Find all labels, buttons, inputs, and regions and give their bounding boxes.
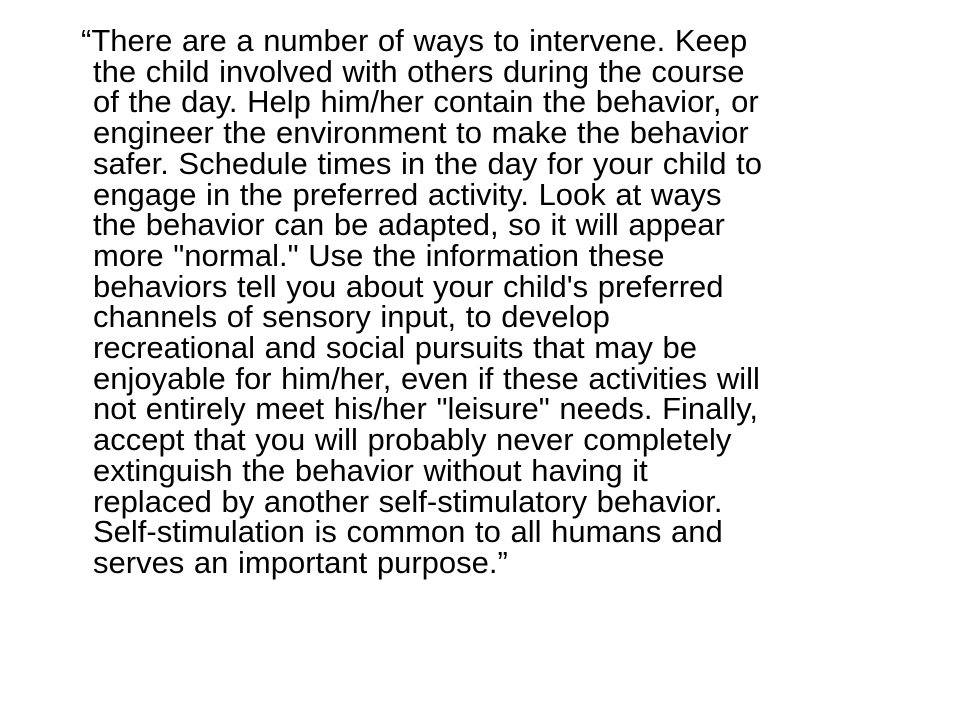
quote-line: the child involved with others during the course [93, 53, 745, 89]
quote-line: accept that you will probably never completely [93, 422, 732, 458]
quote-line: behaviors tell you about your child's preferred [93, 268, 724, 304]
quote-line: of the day. Help him/her contain the behavior, or [93, 84, 759, 120]
quote-text [81, 23, 923, 580]
quote-line: more "normal." Use the information these [93, 237, 665, 273]
quote-line: the behavior can be adapted, so it will appear [93, 207, 725, 243]
quote-line: “There are a number of ways to intervene. Keep [81, 23, 748, 58]
quote-line: channels of sensory input, to develop [93, 299, 610, 335]
quote-line: engage in the preferred activity. Look at ways [93, 176, 722, 212]
quote-line: not entirely meet his/her "leisure" needs. Finally, [93, 391, 758, 427]
quote-line: extinguish the behavior without having it [93, 452, 648, 488]
quote-line: serves an important purpose.” [93, 544, 508, 580]
quote-line: safer. Schedule times in the day for your child to [93, 145, 762, 181]
quote-line: replaced by another self-stimulatory behavior. [93, 483, 723, 519]
quote-line: Self-stimulation is common to all humans and [93, 514, 723, 550]
quote-line: engineer the environment to make the behavior [93, 115, 749, 151]
quote-line: recreational and social pursuits that may be [93, 330, 697, 366]
quote-line: enjoyable for him/her, even if these activities will [93, 360, 760, 396]
